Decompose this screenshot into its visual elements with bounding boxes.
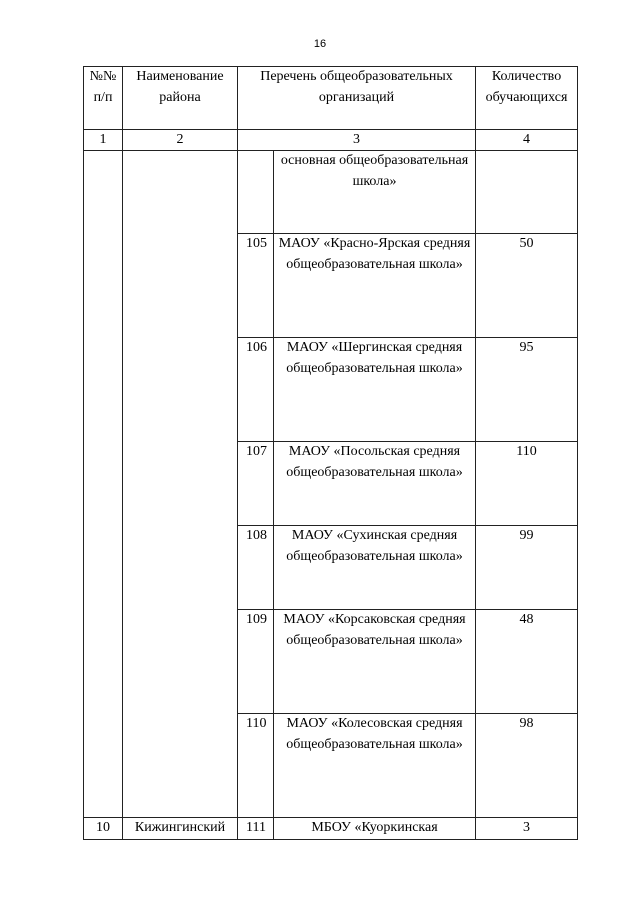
district-cell: Кижингинский: [123, 818, 238, 840]
column-number: 2: [123, 130, 238, 151]
schools-table: [83, 66, 578, 840]
student-count-cell: [476, 151, 578, 234]
org-name-cell: МАОУ «Сухинская средняя общеобразовательная школа»: [274, 526, 476, 610]
index-cell: 10: [84, 818, 123, 840]
org-number-cell: [238, 151, 274, 234]
org-name-cell: МАОУ «Посольская средняя общеобразовательная школа»: [274, 442, 476, 526]
student-count-cell: 3: [476, 818, 578, 840]
header-index: №№ п/п: [84, 67, 123, 130]
org-number-cell: 105: [238, 234, 274, 338]
district-cell: [123, 151, 238, 818]
column-number: 4: [476, 130, 578, 151]
page-number: 16: [313, 38, 327, 50]
org-number-cell: 110: [238, 714, 274, 818]
org-name-cell: МАОУ «Колесовская средняя общеобразовательная школа»: [274, 714, 476, 818]
student-count-cell: 95: [476, 338, 578, 442]
header-row: [84, 67, 578, 130]
index-cell: [84, 151, 123, 818]
org-number-cell: 108: [238, 526, 274, 610]
org-name-cell: основная общеобразовательная школа»: [274, 151, 476, 234]
org-name-cell: МАОУ «Красно-Ярская средняя общеобразовательная школа»: [274, 234, 476, 338]
table-row: [84, 151, 578, 234]
student-count-cell: 98: [476, 714, 578, 818]
student-count-cell: 110: [476, 442, 578, 526]
column-number: 1: [84, 130, 123, 151]
org-number-cell: 106: [238, 338, 274, 442]
column-number-row: [84, 130, 578, 151]
student-count-cell: 99: [476, 526, 578, 610]
header-district: Наименование района: [123, 67, 238, 130]
student-count-cell: 50: [476, 234, 578, 338]
org-name-cell: МБОУ «Куоркинская: [274, 818, 476, 840]
header-students: Количество обучающихся: [476, 67, 578, 130]
column-number: 3: [238, 130, 476, 151]
org-number-cell: 109: [238, 610, 274, 714]
student-count-cell: 48: [476, 610, 578, 714]
org-number-cell: 111: [238, 818, 274, 840]
table-row: [84, 818, 578, 840]
org-name-cell: МАОУ «Шергинская средняя общеобразовательная школа»: [274, 338, 476, 442]
header-organizations: Перечень общеобразовательных организаций: [238, 67, 476, 130]
org-number-cell: 107: [238, 442, 274, 526]
org-name-cell: МАОУ «Корсаковская средняя общеобразовательная школа»: [274, 610, 476, 714]
